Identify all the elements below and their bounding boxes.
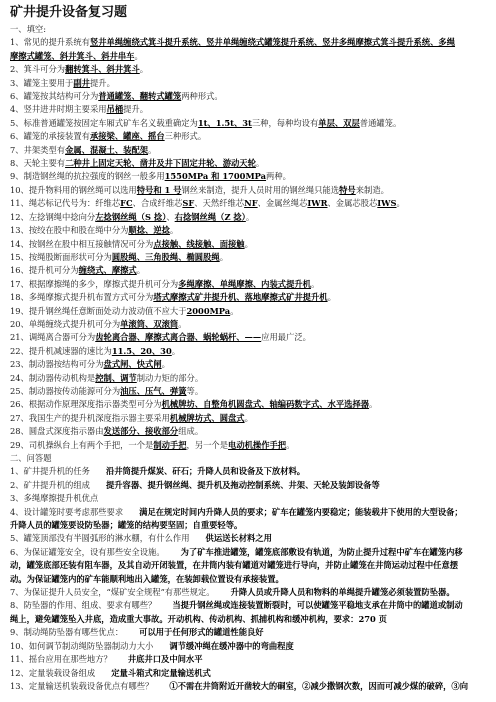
- qa-questions: [10, 465, 486, 693]
- qa-question: [10, 626, 486, 639]
- question-text: 提升。: [89, 77, 115, 88]
- fill-in-questions: [10, 36, 486, 452]
- question-text: 11、摇台应用在那些地方？: [10, 654, 112, 665]
- question-text: 10、提升物料用的钢丝绳可以选用: [10, 184, 137, 195]
- question-text: 12、定量装载设备组成: [10, 667, 96, 678]
- fill-in-question: [10, 157, 486, 170]
- answer-text: 顺捻、逆捻: [128, 225, 170, 236]
- question-text: 26、根据动作原理深度指示器类型可分为: [10, 399, 162, 410]
- answer-text: 1550MPa 和 1700MPa: [164, 171, 267, 182]
- answer-text: 供运送长材料之用: [205, 533, 272, 544]
- answer-text: 翻转箕斗、斜井箕斗: [65, 64, 140, 75]
- question-text: 应用最广泛。: [261, 332, 311, 343]
- answer-text: 动。为保证罐笼内的矿车能顺利地出入罐笼，在装卸载位置设有承接装置。: [10, 573, 284, 584]
- question-text: 普通罐笼。: [359, 117, 402, 128]
- question-text: 钢丝来制造，提升人员时用的钢丝绳只能选: [181, 184, 340, 195]
- question-text: 两种形式。: [181, 91, 223, 102]
- fill-in-question: [10, 238, 486, 251]
- question-text: 9、制造钢丝绳的抗拉强度的钢丝一般多用: [10, 171, 165, 182]
- answer-text: 当提升钢丝绳或连接装置断裂时，可以使罐笼平稳地支承在井筒中的罐道或制动: [172, 600, 463, 611]
- question-text: 4、设计罐笼时要考虑那些要求: [10, 506, 124, 517]
- answer-text: 机械牌坊、自整角机圆盘式、轴编码数字式、水平选择器: [161, 399, 370, 410]
- question-text: 、金属丝绳芯: [257, 198, 308, 209]
- question-text: 制动力矩的部分。: [136, 372, 204, 383]
- answer-text: ①不需在井筒附近开凿较大的硐室，②减少撒钢次数，因而可减少煤的破碎，③向: [169, 680, 469, 691]
- question-text: 13、定量输送机装载设备优点有哪些？: [10, 680, 154, 691]
- qa-question: [10, 586, 486, 599]
- section-fill-in-heading: 一、填空:: [10, 24, 46, 34]
- question-text: 。: [139, 64, 149, 75]
- question-text: 来制造。: [355, 184, 389, 195]
- fill-in-question: [10, 184, 486, 197]
- answer-text: 调节缓冲绳在缓冲器中的弯曲程度: [169, 640, 294, 651]
- answer-text: 单滚筒、双滚筒: [120, 318, 179, 329]
- answer-text: 竖井单绳缠绕式箕斗提升系统、竖井单绳缠绕式罐笼提升系统、竖井多绳摩擦式箕斗提升系统、多绳: [89, 37, 456, 48]
- fill-in-question: [10, 385, 486, 398]
- fill-in-question: [10, 425, 486, 438]
- answer-text: 电动机操作手把: [228, 439, 287, 450]
- answer-text: 提升容器、提升钢丝绳、提升机及拖动控制系统、井架、天轮及装卸设备等: [105, 479, 380, 490]
- question-text: 、: [166, 211, 175, 222]
- answer-text: 左捻钢丝绳（S 捻）: [95, 211, 167, 222]
- question-text: 、金属芯股芯: [327, 198, 378, 209]
- answer-text: 承接梁、罐座、摇台: [89, 131, 165, 142]
- fill-in-question: [10, 130, 486, 143]
- question-text: 9、制动绳防坠器有哪些优点：: [10, 627, 124, 638]
- question-text: 两种。: [266, 171, 291, 182]
- question-text: 提升。: [123, 104, 149, 115]
- answer-text: 井底井口及中间水平: [127, 654, 203, 665]
- question-text: 。: [310, 278, 320, 289]
- question-text: 。: [369, 399, 378, 410]
- fill-in-question: [10, 117, 486, 130]
- answer-text: 二种井上固定天轮、凿井及井下固定井轮、游动天轮: [65, 158, 256, 169]
- answer-text: 特号和 1 号: [136, 184, 182, 195]
- fill-in-question: [10, 63, 486, 76]
- question-text: 12、左捻钢绳中捻向分: [10, 211, 96, 222]
- question-text: 。: [244, 412, 253, 423]
- question-text: 28、圆盘式深度指示器由: [10, 426, 104, 437]
- answer-text: 右捻钢丝绳（Z 捻）: [174, 211, 246, 222]
- fill-in-question: [10, 439, 486, 452]
- answer-text: 制动手把: [153, 439, 187, 450]
- answer-text: 发送部分、接收部分: [103, 426, 179, 437]
- qa-question: [10, 640, 486, 653]
- question-text: 7、井架类型有: [10, 144, 66, 155]
- qa-question: [10, 559, 486, 572]
- qa-question: [10, 506, 486, 519]
- fill-in-question: [10, 50, 486, 63]
- question-text: 25、制动器按传动能源可分为: [10, 385, 121, 396]
- question-text: 19、提升钢丝绳任意断面处动力波动值不应大于: [10, 305, 187, 316]
- question-text: 8、天轮主要有: [10, 158, 66, 169]
- question-text: 24、制动器传动机构是: [10, 372, 96, 383]
- question-text: 。: [136, 265, 146, 276]
- question-text: 10、如何调节制动绳防坠器制动力大小: [10, 640, 154, 651]
- answer-text: 1t、1.5t、3t: [197, 117, 252, 128]
- answer-text: 满足在规定时间内升降人员的要求；矿车在罐笼内要稳定；能装载井下使用的大型设备；: [139, 506, 463, 517]
- answer-text: 升降人员的罐笼要设防坠器；罐笼的结构要坚固；自重要轻等。: [10, 520, 243, 531]
- question-text: 。: [161, 359, 170, 370]
- question-text: 7、为保证提升人员安全，“煤矿安全规程”有那些规定。: [10, 587, 215, 598]
- answer-text: 2000MPa: [186, 305, 231, 316]
- qa-question: [10, 479, 486, 492]
- qa-question: [10, 546, 486, 559]
- answer-text: 动，罐笼底部还装有阻车器，及其自动开闭装置，在井筒内装有罐道对罐笼进行导向，并防止罐笼在井筒运动过程中任意摆: [10, 560, 459, 571]
- question-text: 。: [327, 292, 336, 303]
- question-text: 15、按绳股断面形状可分为: [10, 251, 112, 262]
- answer-text: 塔式摩擦式矿井提升机、落地摩擦式矿井提升机: [153, 292, 328, 303]
- answer-text: 机械牌坊式、圆盘式: [169, 412, 245, 423]
- qa-question: [10, 667, 486, 680]
- question-text: 三种，每种均设有: [251, 117, 319, 128]
- question-text: 6、罐笼的承接装置有: [10, 131, 90, 142]
- question-text: 3、多绳摩擦提升机优点: [10, 493, 99, 504]
- fill-in-question: [10, 211, 486, 224]
- answer-text: 吊桶: [106, 104, 124, 115]
- answer-text: 点接触、线接触、面接触: [153, 238, 245, 249]
- answer-text: SF: [182, 198, 195, 209]
- question-text: 6、为保证罐笼安全，设有那些安全设施。: [10, 546, 165, 557]
- fill-in-question: [10, 264, 486, 277]
- document-title: 矿井提升设备复习题: [10, 5, 128, 20]
- question-text: 2、箕斗可分为: [10, 64, 66, 75]
- question-text: 组成。: [178, 426, 204, 437]
- question-text: 。: [396, 198, 405, 209]
- qa-question: [10, 599, 486, 612]
- question-text: 13、按绞在股中和股在绳中分为: [10, 225, 129, 236]
- fill-in-question: [10, 291, 486, 304]
- question-text: 。: [134, 50, 143, 61]
- fill-in-question: [10, 77, 486, 90]
- question-text: 27、我国生产的提升机深度指示器主要采用: [10, 412, 170, 423]
- question-text: 、天然纤维芯: [194, 198, 245, 209]
- question-text: 2、矿井提升机的组成: [10, 479, 90, 490]
- answer-text: 绳上，避免罐笼坠入井底，造成重大事故。开动机构、传动机构、抓捕机构和缓冲机构，要求：270 页: [10, 613, 387, 624]
- question-text: 6、罐笼按其结构可分为: [10, 91, 99, 102]
- question-text: 。: [148, 144, 157, 155]
- question-text: 21、调绳离合器可分为: [10, 332, 96, 343]
- question-text: 4、竖井进井时期主要采用: [10, 104, 107, 115]
- answer-text: 控制、调节: [95, 372, 137, 383]
- question-text: 5、标准普通罐笼按固定车厢式矿车名义载重确定为: [10, 117, 198, 128]
- fill-in-question: [10, 90, 486, 103]
- question-text: 等。: [186, 385, 204, 396]
- question-text: 1、常见的提升系统有: [10, 37, 90, 48]
- question-text: 14、按钢丝在股中相互接触情况可分为: [10, 238, 154, 249]
- answer-text: 普通罐笼、翻转式罐笼: [98, 91, 182, 102]
- qa-question: [10, 680, 486, 693]
- answer-text: 油压、压气、弹簧: [120, 385, 187, 396]
- fill-in-question: [10, 36, 486, 49]
- question-text: 。: [178, 318, 187, 329]
- fill-in-question: [10, 372, 486, 385]
- fill-in-question: [10, 170, 486, 183]
- qa-question: [10, 465, 486, 478]
- qa-question: [10, 492, 486, 505]
- question-text: 16、提升机可分为: [10, 265, 79, 276]
- question-text: 。: [171, 345, 181, 356]
- answer-text: 沿井筒提升煤炭、矸石；升降人员和设备及下放材料。: [105, 466, 306, 477]
- question-text: 。: [245, 211, 255, 222]
- qa-question: [10, 653, 486, 666]
- question-text: 23、制动器按结构可分为: [10, 359, 104, 370]
- question-text: 。: [244, 238, 253, 249]
- answer-text: IWR: [307, 198, 328, 209]
- answer-text: 11.5、20、30: [111, 345, 172, 356]
- answer-text: 多绳摩擦、单绳摩擦、内装式提升机: [178, 278, 311, 289]
- qa-question: [10, 532, 486, 545]
- fill-in-question: [10, 224, 486, 237]
- answer-text: 定量斗箱式和定量输送机式: [111, 667, 211, 678]
- question-text: 17、根据摩擦绳的多少，摩擦式提升机可分为: [10, 278, 179, 289]
- answer-text: 盘式闸、快式闸: [103, 359, 162, 370]
- answer-text: NF: [244, 198, 258, 209]
- fill-in-question: [10, 144, 486, 157]
- question-text: 。: [169, 225, 179, 236]
- answer-text: 副井: [73, 77, 90, 88]
- fill-in-question: [10, 251, 486, 264]
- fill-in-question: [10, 305, 486, 318]
- fill-in-question: [10, 103, 486, 116]
- fill-in-question: [10, 345, 486, 358]
- qa-question: [10, 519, 486, 532]
- answer-text: IWS: [377, 198, 397, 209]
- answer-text: 特号: [339, 184, 356, 195]
- answer-text: 升降人员或升降人员和物料的单绳提升罐笼必须装置防坠器。: [230, 587, 455, 598]
- fill-in-question: [10, 331, 486, 344]
- fill-in-question: [10, 197, 486, 210]
- answer-text: 金属、混凝土、装配架: [65, 144, 149, 155]
- fill-in-question: [10, 398, 486, 411]
- question-text: 。: [255, 158, 265, 169]
- question-text: 三种形式。: [164, 131, 207, 142]
- answer-text: 摩擦式罐笼、斜井箕斗、斜井串车: [10, 50, 135, 61]
- answer-text: 可以用于任何形式的罐道性能良好: [139, 627, 264, 638]
- fill-in-question: [10, 358, 486, 371]
- answer-text: 齿轮离合器、摩擦式离合器、蜗轮蜗杆、——: [95, 332, 262, 343]
- answer-text: 缠绕式、摩擦式: [78, 265, 137, 276]
- question-text: 3、罐笼主要用于: [10, 77, 74, 88]
- fill-in-question: [10, 278, 486, 291]
- question-text: 11、绳芯标记代号为：纤维芯: [10, 198, 121, 209]
- fill-in-question: [10, 318, 486, 331]
- section-qa-heading: 二、问答题: [10, 453, 52, 463]
- question-text: 。: [219, 251, 229, 262]
- question-text: 5、罐笼顶部没有半圆弧形的淋水棚，有什么作用: [10, 533, 190, 544]
- answer-text: 为了矿车推进罐笼，罐笼底部敷设有轨道，为防止提升过程中矿车在罐笼内移: [180, 546, 463, 557]
- question-text: 、合成纤维芯: [132, 198, 183, 209]
- answer-text: 圆股绳、三角股绳、椭圆股绳: [111, 251, 220, 262]
- question-text: 20、单绳缠绕式提升机可分为: [10, 318, 121, 329]
- question-text: 。: [286, 439, 295, 450]
- question-text: ，另一个是: [186, 439, 229, 450]
- qa-question: [10, 573, 486, 586]
- qa-question: [10, 613, 486, 626]
- question-text: 29、司机操纵台上有两个手把，一个是: [10, 439, 154, 450]
- question-text: 8、防坠器的作用、组成、要求有哪些？: [10, 600, 157, 611]
- question-text: 18、多绳摩擦式提升机布置方式可分为: [10, 292, 154, 303]
- question-text: 22、提升机减速器的速比为: [10, 345, 112, 356]
- fill-in-question: [10, 412, 486, 425]
- question-text: 。: [230, 305, 239, 316]
- answer-text: 单层、双层: [318, 117, 360, 128]
- answer-text: FC: [120, 198, 133, 209]
- question-text: 1、矿井提升机的任务: [10, 466, 90, 477]
